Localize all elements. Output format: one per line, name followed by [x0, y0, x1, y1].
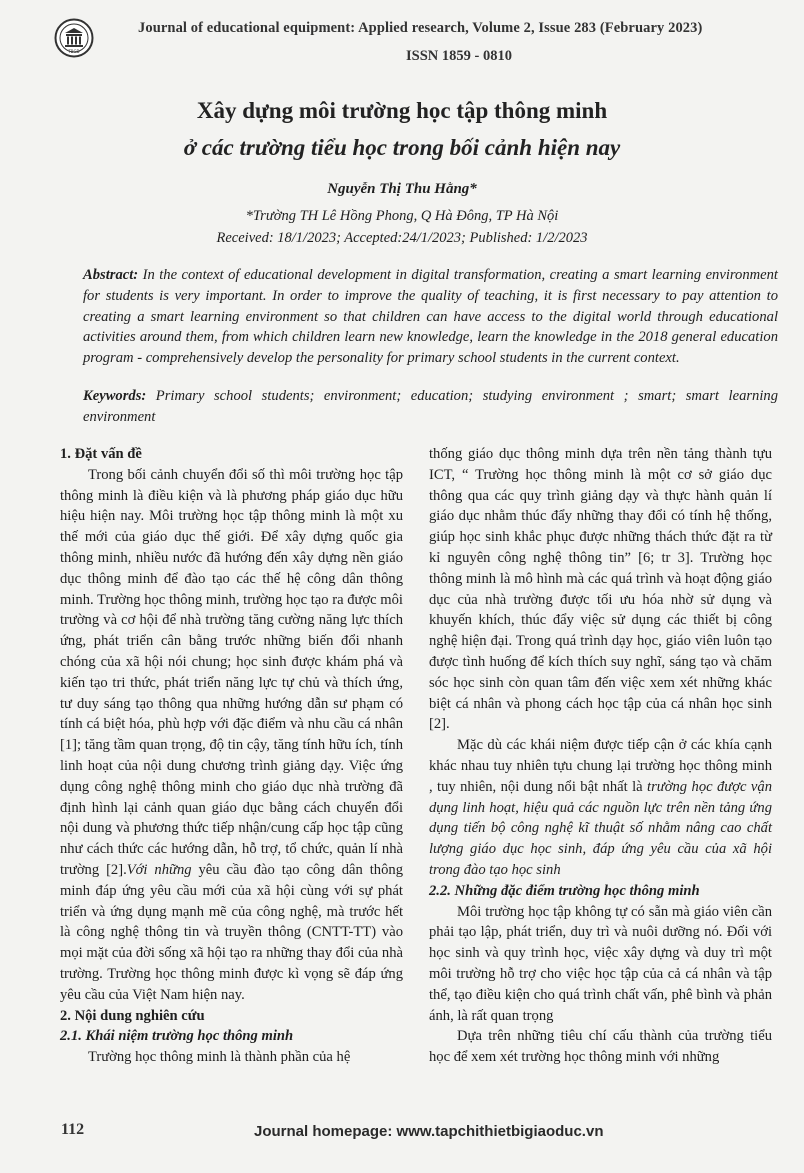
right-paragraph-1: thống giáo dục thông minh dựa trên nền tảng thành tựu ICT, “ Trường học thông minh là một cơ sở giáo dục thông qua các quy trình giảng dạy và thực hành quản lí giáo dục nhằm thúc đẩy những thay đổi có tính hệ thống, giúp học sinh khắc phục được những thách thức đặt ra từ kỉ nguyên công nghệ thông tin” [6; tr 3]. Trường học thông minh là mô hình mà các quá trình và hoạt động giáo dục của nhà trường được tối ưu hóa nhờ sử dụng và khuyến khích, thúc đẩy việc sử dụng các thiết bị công nghệ hiện đại. Trong quá trình dạy học, giáo viên luôn tạo được tình huống để kích thích suy nghĩ, sáng tạo và chăm sóc học sinh còn quan tâm đến việc xem xét những khác biệt cá nhân và phong cách học tập của cá nhân học sinh [2]. [429, 446, 772, 733]
left-column [60, 444, 403, 1068]
section-2-1-paragraph: Trường học thông minh là thành phần của hệ [88, 1049, 351, 1066]
section-2-1-heading: 2.1. Khái niệm trường học thông minh [60, 1028, 294, 1045]
publication-dates: Received: 18/1/2023; Accepted:24/1/2023; Published: 1/2/2023 [216, 230, 588, 246]
keywords [83, 386, 778, 427]
journal-header [0, 0, 804, 78]
right-paragraph-2-italic: trường học được vận dụng linh hoạt, hiệu quả các nguồn lực trên nền tảng ứng dụng tiến bộ công nghệ kĩ thuật số nhằm nâng cao chất lượng giáo dục học sinh, đáp ứng yêu cầu của xã hội trong đào tạo học sinh [429, 778, 772, 878]
svg-text:TBGD: TBGD [68, 49, 80, 54]
section-2-2-heading: 2.2. Những đặc điểm trường học thông minh [429, 882, 700, 899]
journal-logo-icon [54, 18, 94, 58]
issn: ISSN 1859 - 0810 [406, 48, 512, 64]
keywords-label: Keywords: [83, 388, 147, 404]
abstract [83, 265, 778, 369]
abstract-label: Abstract: [83, 267, 139, 283]
abstract-text: In the context of educational development in digital transformation, creating a smart learning environment for students is very important. In order to improve the quality of teaching, it is first necessary to pay attention to creating a smart learning environment so that children can have access to the digital world through educational activities around them, from which children learn new knowledge, learn the knowledge in the 2018 general education program - comprehensively develop the personality for primary school students in the current context. [83, 267, 778, 367]
author-affiliation: *Trường TH Lê Hồng Phong, Q Hà Đông, TP Hà Nội [245, 208, 559, 224]
keywords-text: Primary school students; environment; education; studying environment ; smart; smart learning environment [83, 388, 778, 425]
page-number: 112 [61, 1121, 85, 1138]
section-1-heading: 1. Đặt vấn đề [60, 446, 142, 462]
right-paragraph-3: Môi trường học tập không tự có sẵn mà giáo viên cần phải tạo lập, phát triển, duy trì và nuôi dưỡng nó. Đối với học sinh và quy trình học, việc xây dựng và duy trì một môi trường hỗ trợ cho việc học tập của cả cá nhân và tập thể, tạo điều kiện cho quá trình chất vấn, phê bình và phản ánh, là rất quan trọng [429, 903, 772, 1024]
journal-citation: Journal of educational equipment: Applied research, Volume 2, Issue 283 (February 2023) [138, 20, 703, 36]
article-title-line-1: Xây dựng môi trường học tập thông minh [196, 98, 608, 123]
right-paragraph-4: Dựa trên những tiêu chí cấu thành của trường tiểu học để xem xét trường học thông minh với những [429, 1028, 772, 1066]
section-1-paragraph [60, 465, 403, 1006]
author-name: Nguyễn Thị Thu Hằng* [327, 181, 477, 197]
right-paragraph-2-text: Mặc dù các khái niệm được tiếp cận ở các khía cạnh khác nhau tuy nhiên tựu chung lại trường học thông minh , tuy nhiên, nội dung nổi bật nhất là [429, 737, 772, 795]
article-title-line-2: ở các trường tiểu học trong bối cảnh hiện nay [183, 135, 621, 160]
right-paragraph-2 [429, 735, 772, 881]
section-2-heading: 2. Nội dung nghiên cứu [60, 1007, 205, 1024]
section-1-text-italic: Với những [126, 861, 192, 878]
journal-homepage: Journal homepage: www.tapchithietbigiaoduc.vn [254, 1123, 604, 1140]
section-1-text-a: Trong bối cảnh chuyển đổi số thì môi trường học tập thông minh là điều kiện và là phương pháp giáo dục hữu hiệu hiện nay. Môi trường học tập thông minh là một xu thế mới của giáo dục thế giới. Để xây dựng quốc gia thông minh, nhiều nước đã hướng đến xây dựng nền giáo dục thông minh để đào tạo các thế hệ công dân thông minh. Trường học thông minh, trường học tạo ra được môi trường và cơ hội để nhà trường tăng cường năng lực thích ứng, phát triển cân bằng trước những biến đổi nhanh chóng của xã hội nói chung; học sinh được khám phá và kiến tạo tri thức, phát triển năng lực tự chủ và thích ứng, tư duy sáng tạo thông qua những hướng dẫn sư phạm có tính cá biệt hóa, phù hợp với đặc điểm và nhu cầu cá nhân [1]; tăng tầm quan trọng, độ tin cậy, tăng tính hữu ích, tính linh hoạt của nội dung chương trình giảng dạy. Việc ứng dụng công nghệ thông minh cho giáo dục nhà trường đã định hình lại cảnh quan giáo dục bằng cách chuyển đổi nội dung và phương thức tiếp nhận/cung cấp học tập cũng như cách thức các hướng dẫn, hỗ trợ, tổ chức, quản lí nhà trường [2]. [60, 466, 403, 878]
right-column [429, 444, 772, 1068]
section-1-text-c: yêu cầu đào tạo công dân thông minh đáp ứng yêu cầu mới của xã hội cùng với sự phát triển và ứng dụng mạnh mẽ của công nghệ, mà trước hết là công nghệ thông tin và truyền thông (CNTT-TT) vào mọi mặt của đời sống xã hội tạo ra những thay đổi của nhà trường. Trường học thông minh được kì vọng sẽ đáp ứng yêu cầu của Việt Nam hiện nay. [60, 861, 403, 1003]
